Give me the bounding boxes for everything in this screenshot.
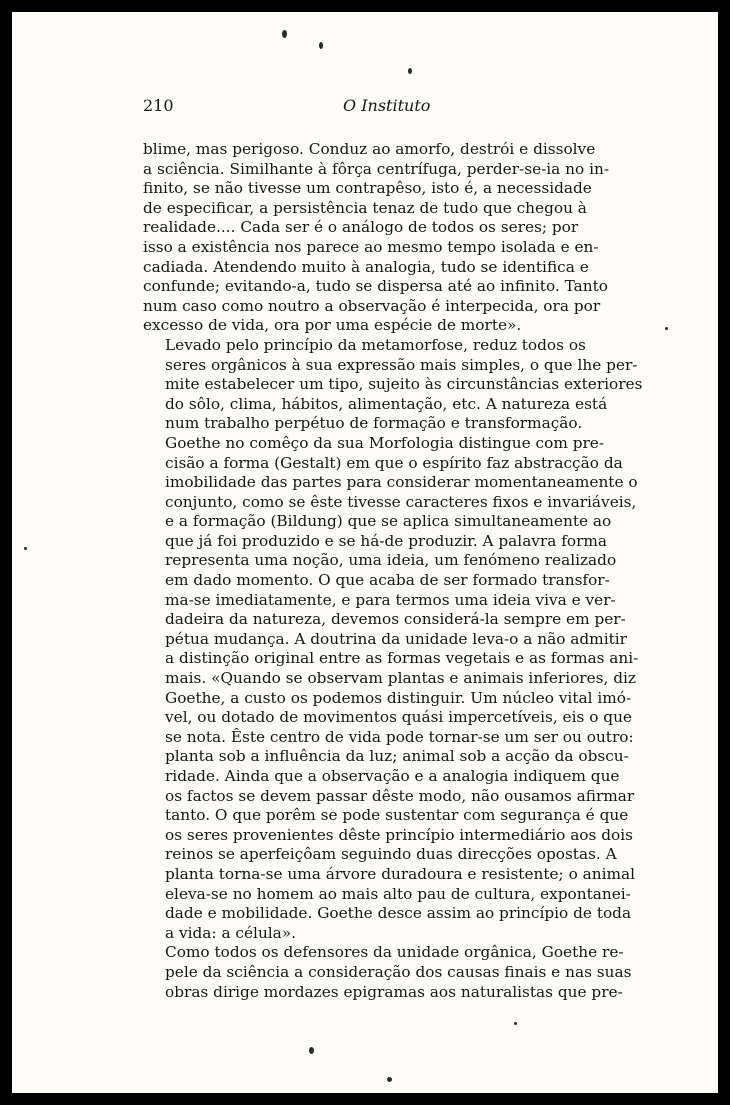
text-line: planta sob a influência da luz; animal sob a acção da obscu- xyxy=(165,747,629,766)
text-line: representa uma noção, uma ideia, um fenómeno realizado xyxy=(165,551,617,570)
text-line: imobilidade das partes para considerar momentaneamente o xyxy=(165,473,638,492)
paragraph xyxy=(143,433,639,943)
text-line: cadiada. Atendendo muito à analogia, tudo se identifica e xyxy=(143,257,589,276)
paragraph xyxy=(143,335,643,434)
text-line: ma-se imediatamente, e para termos uma ideia viva e ver- xyxy=(165,590,616,609)
text-line: num trabalho perpétuo de formação e transformação. xyxy=(165,414,583,433)
text-line: dadeira da natureza, devemos considerá-la sempre em per- xyxy=(165,610,626,629)
text-line: pétua mudança. A doutrina da unidade leva-o a não admitir xyxy=(165,629,627,648)
text-line: conjunto, como se êste tivesse caracteres fixos e invariáveis, xyxy=(165,492,637,511)
paragraph xyxy=(143,943,633,1002)
text-line: os seres provenientes dêste princípio intermediário aos dois xyxy=(165,825,633,844)
body-text xyxy=(143,140,643,1002)
scan-speck xyxy=(282,30,287,38)
text-line: Goethe no comêço da sua Morfologia distingue com pre- xyxy=(165,433,605,452)
scan-speck xyxy=(24,547,27,550)
text-line: se nota. Êste centro de vida pode tornar-se um ser ou outro: xyxy=(165,727,634,746)
scan-speck xyxy=(408,68,412,74)
scanned-page xyxy=(12,12,718,1093)
running-title: O Instituto xyxy=(343,96,431,115)
page-number: 210 xyxy=(143,96,174,115)
text-line: realidade.... Cada ser é o análogo de todos os seres; por xyxy=(143,218,579,237)
page-header xyxy=(143,90,633,116)
text-line: dade e mobilidade. Goethe desce assim ao princípio de toda xyxy=(165,904,632,923)
text-line: obras dirige mordazes epigramas aos naturalistas que pre- xyxy=(165,982,623,1001)
text-line: isso a existência nos parece ao mesmo tempo isolada e en- xyxy=(143,237,599,256)
scan-speck xyxy=(319,42,323,49)
scan-speck xyxy=(514,1022,517,1025)
text-line: os factos se devem passar dêste modo, não ousamos afirmar xyxy=(165,786,635,805)
text-line: Levado pelo princípio da metamorfose, reduz todos os xyxy=(165,335,586,354)
text-line: seres orgânicos à sua expressão mais simples, o que lhe per- xyxy=(165,355,638,374)
text-line: ridade. Ainda que a observação e a analogia indiquem que xyxy=(165,767,620,785)
text-line: Goethe, a custo os podemos distinguir. Um núcleo vital imó- xyxy=(165,688,632,707)
text-line: do sôlo, clima, hábitos, alimentação, etc. A natureza está xyxy=(165,394,608,413)
text-line: e a formação (Bildung) que se aplica simultaneamente ao xyxy=(165,512,612,531)
scan-speck xyxy=(387,1077,392,1082)
text-line: mais. «Quando se observam plantas e animais inferiores, diz xyxy=(165,669,636,688)
text-line: tanto. O que porêm se pode sustentar com segurança é que xyxy=(165,806,629,825)
text-line: vel, ou dotado de movimentos quási impercetíveis, eis o que xyxy=(165,708,632,727)
text-line: em dado momento. O que acaba de ser formado transfor- xyxy=(165,571,610,590)
text-line: a sciência. Similhante à fôrça centrífuga, perder-se-ia no in- xyxy=(143,159,610,178)
text-line: planta torna-se uma árvore duradoura e resistente; o animal xyxy=(165,864,636,883)
text-line: excesso de vida, ora por uma espécie de morte». xyxy=(143,316,522,335)
text-line: num caso como noutro a observação é interpecida, ora por xyxy=(143,296,601,315)
text-line: confunde; evitando-a, tudo se dispersa até ao infinito. Tanto xyxy=(143,277,608,296)
text-line: pele da sciência a consideração dos causas finais e nas suas xyxy=(165,962,632,981)
text-line: mite estabelecer um tipo, sujeito às circunstâncias exteriores xyxy=(165,375,643,394)
text-line: que já foi produzido e se há-de produzir. A palavra forma xyxy=(165,531,608,550)
paragraph xyxy=(143,140,633,336)
text-line: eleva-se no homem ao mais alto pau de cultura, expontanei- xyxy=(165,884,631,903)
scan-speck xyxy=(309,1047,314,1054)
text-line: Como todos os defensores da unidade orgânica, Goethe re- xyxy=(165,943,624,962)
text-line: reinos se aperfeiçôam seguindo duas direcções opostas. A xyxy=(165,845,617,864)
text-line: cisão a forma (Gestalt) em que o espírito faz abstracção da xyxy=(165,453,623,472)
scan-speck xyxy=(665,327,668,330)
text-line: de especificar, a persistência tenaz de tudo que chegou à xyxy=(143,198,587,217)
text-line: finito, se não tivesse um contrapêso, isto é, a necessidade xyxy=(143,179,592,198)
text-line: blime, mas perigoso. Conduz ao amorfo, destrói e dissolve xyxy=(143,140,596,158)
text-line: a distinção original entre as formas vegetais e as formas ani- xyxy=(165,649,639,668)
text-line: a vida: a célula». xyxy=(165,923,297,942)
